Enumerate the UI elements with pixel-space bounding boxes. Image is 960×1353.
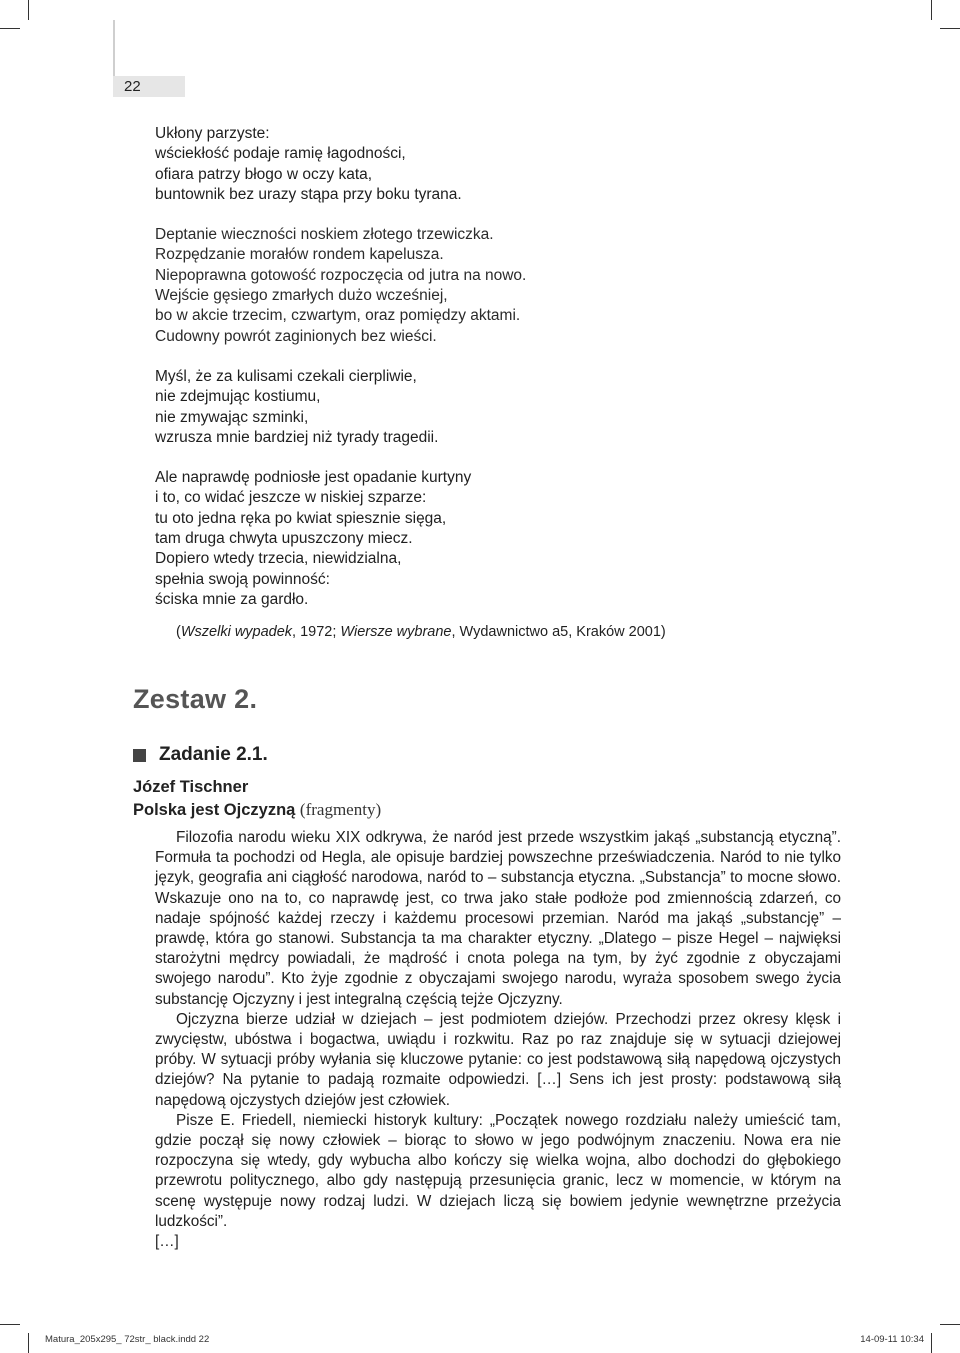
text-title-main: Polska jest Ojczyzną	[133, 801, 296, 819]
poem-line: Wejście gęsiego zmarłych dużo wcześniej,	[155, 287, 448, 305]
paragraph: Ojczyzna bierze udział w dziejach – jest podmiotem dziejów. Przechodzi przez okresy klęsk i zwycięstw, ubóstwa i bogactwa, uwiądu i rozkwitu. Raz po raz znajduje się w sytuacji dziejowej próby. W sytuacji próby wyłania się kluczowe pytanie: co jest podstawową siłą napędową ojczystych dziejów? Na pytanie to padają rozmaite odpowiedzi. […] Sens ich jest prosty: podstawową siłą napędową ojczystych dziejów jest człowiek.	[155, 1010, 841, 1109]
crop-mark	[28, 1333, 29, 1353]
set-heading: Zestaw 2.	[133, 684, 258, 714]
source-text: , Wydawnictwo a5, Kraków 2001)	[451, 624, 666, 640]
poem-line: Dopiero wtedy trzecia, niewidzialna,	[155, 550, 402, 568]
poem-line: nie zdejmując kostiumu,	[155, 388, 321, 406]
poem-stanza	[155, 468, 855, 610]
text-title	[133, 800, 381, 820]
crop-mark	[0, 28, 20, 29]
poem-line: tu oto jedna ręka po kwiat spiesznie sięga,	[155, 509, 447, 527]
poem-line: Ukłony parzyste:	[155, 125, 270, 142]
source-text: , 1972;	[292, 624, 341, 640]
crop-mark	[940, 1324, 960, 1325]
omission-mark: […]	[155, 1233, 179, 1251]
task-title: Zadanie 2.1.	[159, 744, 268, 765]
crop-mark	[940, 28, 960, 29]
poem-line: tam druga chwyta upuszczony miecz.	[155, 530, 413, 548]
crop-mark	[0, 1324, 20, 1325]
poem-line: wzrusza mnie bardziej niż tyrady tragedii.	[155, 428, 439, 446]
page-number: 22	[124, 78, 141, 95]
crop-mark	[931, 1333, 932, 1353]
text-title-note: (fragmenty)	[299, 800, 382, 819]
poem-stanza	[155, 367, 855, 448]
paragraph: Pisze E. Friedell, niemiecki historyk kultury: „Początek nowego rozdziału należy umieścić tam, gdzie począł się nowy człowiek – biorąc to słowo w jego podwójnym znaczeniu. Nowa era nie rozpoczyna się wtedy, gdy wybucha albo kończy się wielka wojna, albo dochodzi do głębokiego przewrotu politycznego, albo gdy następują przesunięcia granic, lecz w momencie, w którym na scenę występuje nowy rodzaj ludzi. W dziejach liczą się bowiem jedynie wewnętrzne przeżycia ludzkości”.	[155, 1111, 841, 1230]
source-open: (	[176, 624, 181, 640]
poem-line: ofiara patrzy błogo w oczy kata,	[155, 165, 373, 183]
poem-line: wściekłość podaje ramię łagodności,	[155, 145, 406, 163]
poem-line: Rozpędzanie morałów rondem kapelusza.	[155, 246, 444, 264]
crop-mark	[28, 0, 29, 20]
paragraph: Filozofia narodu wieku XIX odkrywa, że naród jest przede wszystkim jakąś „substancją etyczną”. Formuła ta pochodzi od Hegla, ale opisuje bardziej powszechne przeświadczenia. Naród to nie tylko język, geografia ani ciągłość narodowa, naród to – substancja etyczna. „Substancja” to mocne słowo. Wskazuje ono na to, co naprawdę jest, co trwa jako stałe podłoże pod zmiennością zdarzeń, co nadaje spójność każdej rzeczy i każdemu procesowi przemian. Naród ma jakąś „substancję” – prawdę, która go stanowi. Substancja ta ma charakter etyczny. „Dlatego – pisze Hegel – najwięksi starożytni mędrcy powiadali, że mądrość i cnota polega na tym, by żyć zgodnie z obyczajami swojego narodu”. Kto żyje zgodnie z obyczajami swojego narodu, wyraża sposobem swego życia substancję Ojczyzny i jest integralną częścią tejże Ojczyzny.	[155, 829, 841, 1008]
poem-line: Cudowny powrót zaginionych bez wieści.	[155, 327, 437, 345]
article-body	[155, 828, 841, 1252]
source-book-title: Wiersze wybrane	[340, 624, 452, 640]
crop-mark	[931, 0, 932, 20]
task-heading	[133, 744, 268, 766]
poem-line: Niepoprawna gotowość rozpoczęcia od jutra na nowo.	[155, 266, 527, 284]
poem-stanza	[155, 124, 855, 205]
poem-line: spełnia swoją powinność:	[155, 570, 330, 588]
poem	[155, 124, 855, 630]
poem-line: ściska mnie za gardło.	[155, 590, 309, 608]
source-book-title: Wszelki wypadek	[180, 624, 293, 640]
author-name: Józef Tischner	[133, 778, 249, 796]
poem-line: i to, co widać jeszcze w niskiej szparze:	[155, 489, 427, 507]
poem-line: nie zmywając szminki,	[155, 408, 309, 426]
poem-line: bo w akcie trzecim, czwartym, oraz pomiędzy aktami.	[155, 307, 521, 325]
poem-source	[176, 622, 666, 642]
poem-line: buntownik bez urazy stąpa przy boku tyrana.	[155, 185, 462, 203]
poem-stanza	[155, 225, 855, 347]
footer-date: 14-09-11 10:34	[860, 1334, 924, 1345]
poem-line: Myśl, że za kulisami czekali cierpliwie,	[155, 367, 417, 385]
poem-line: Ale naprawdę podniosłe jest opadanie kurtyny	[155, 469, 472, 487]
footer-filename: Matura_205x295_ 72str_ black.indd 22	[45, 1334, 210, 1345]
poem-line: Deptanie wieczności noskiem złotego trzewiczka.	[155, 226, 494, 244]
bullet-square-icon	[133, 749, 146, 762]
